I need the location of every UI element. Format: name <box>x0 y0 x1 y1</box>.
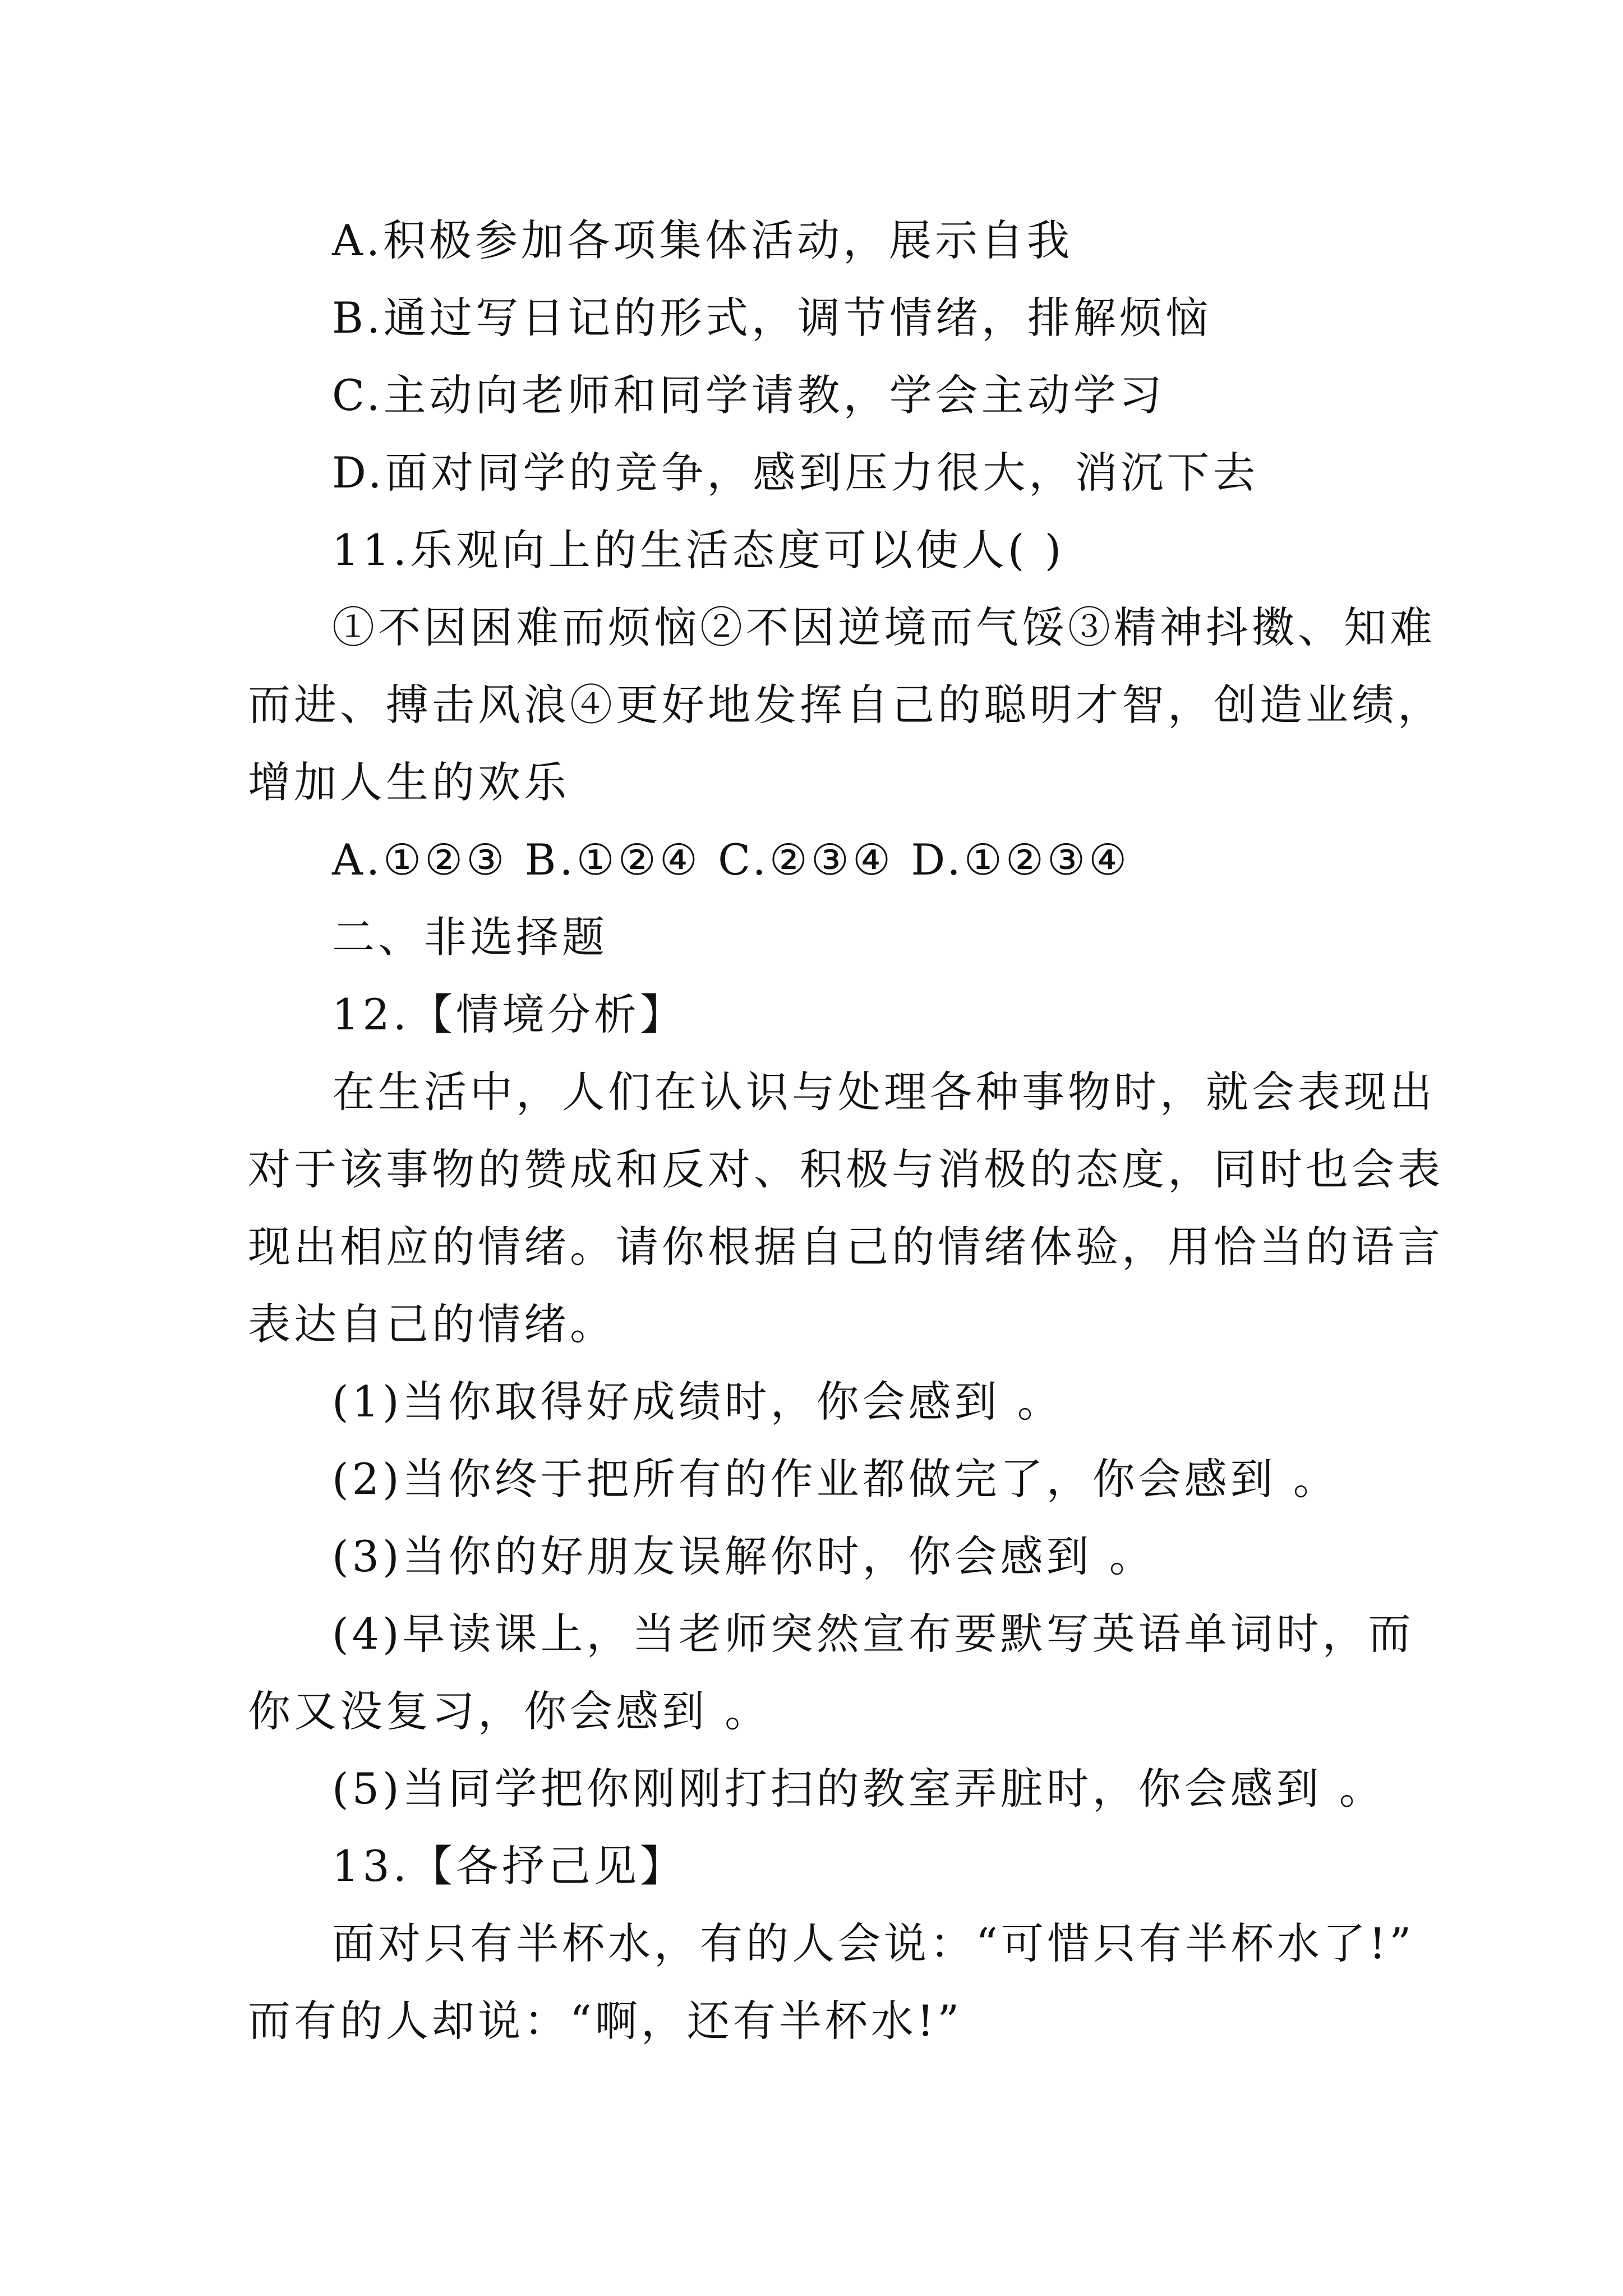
q11-statements-line-1: ①不因困难而烦恼②不因逆境而气馁③精神抖擞、知难 <box>332 602 1436 652</box>
q12-item-5: (5)当同学把你刚刚打扫的教室弄脏时，你会感到 。 <box>332 1764 1385 1814</box>
q11-statements-line-2: 而进、搏击风浪④更好地发挥自己的聪明才智，创造业绩， <box>248 680 1444 730</box>
q10-option-d: D.面对同学的竞争，感到压力很大，消沉下去 <box>332 448 1259 498</box>
q11-stem: 11.乐观向上的生活态度可以使人( ) <box>332 525 1065 575</box>
q12-item-4-continued: 你又没复习，你会感到 。 <box>248 1686 771 1736</box>
q13-line-2: 而有的人却说：“啊，还有半杯水!” <box>248 1996 963 2046</box>
q13-title: 13.【各抒己见】 <box>332 1841 686 1891</box>
q12-intro-line-2: 对于该事物的赞成和反对、积极与消极的态度，同时也会表 <box>248 1144 1444 1194</box>
q12-intro-line-1: 在生活中，人们在认识与处理各种事物时，就会表现出 <box>332 1067 1436 1117</box>
q10-option-a: A.积极参加各项集体活动，展示自我 <box>332 215 1073 265</box>
q12-intro-line-4: 表达自己的情绪。 <box>248 1299 616 1349</box>
q12-intro-line-3: 现出相应的情绪。请你根据自己的情绪体验，用恰当的语言 <box>248 1222 1444 1272</box>
section-2-heading: 二、非选择题 <box>332 912 608 962</box>
document-body <box>248 202 1444 2060</box>
q12-item-1: (1)当你取得好成绩时，你会感到 。 <box>332 1377 1063 1427</box>
q10-option-b: B.通过写日记的形式，调节情绪，排解烦恼 <box>332 293 1212 343</box>
q11-statements-line-3: 增加人生的欢乐 <box>248 757 570 807</box>
q12-item-3: (3)当你的好朋友误解你时，你会感到 。 <box>332 1531 1155 1581</box>
q12-item-2: (2)当你终于把所有的作业都做完了，你会感到 。 <box>332 1454 1339 1504</box>
q13-line-1: 面对只有半杯水，有的人会说：“可惜只有半杯水了!” <box>332 1918 1415 1968</box>
q12-item-4: (4)早读课上，当老师突然宣布要默写英语单词时，而 <box>332 1609 1414 1659</box>
q12-title: 12.【情境分析】 <box>332 990 686 1039</box>
q11-options: A.①②③ B.①②④ C.②③④ D.①②③④ <box>332 835 1131 885</box>
q10-option-c: C.主动向老师和同学请教，学会主动学习 <box>332 370 1165 420</box>
